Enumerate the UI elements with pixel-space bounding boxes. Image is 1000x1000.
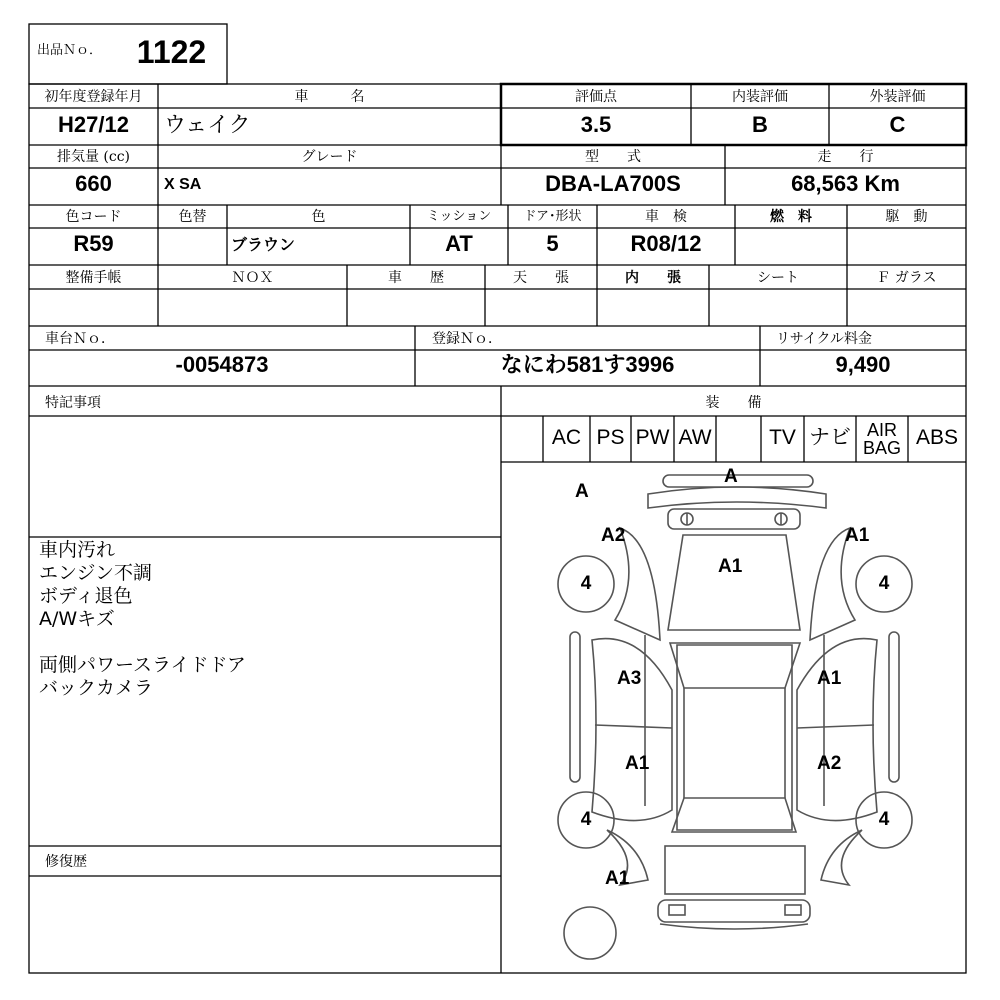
hood-outline <box>668 535 800 630</box>
roof-label: 天 張 <box>513 270 569 286</box>
color-label: 色 <box>311 209 326 225</box>
inspection-label: 車 検 <box>645 209 687 225</box>
tire-front-left-value: 4 <box>580 573 592 594</box>
mark-hood: A1 <box>718 556 743 577</box>
registration-number-value: なにわ581す3996 <box>500 352 675 377</box>
fuel-label: 燃 料 <box>770 209 812 225</box>
equipment-pw: PW <box>635 426 670 449</box>
mark-left-rear-door: A1 <box>625 753 650 774</box>
lot-number-label: 出品Ｎｏ． <box>37 43 103 58</box>
exterior-grade-label: 外装評価 <box>869 89 926 105</box>
interior-grade-label: 内装評価 <box>732 89 788 105</box>
displacement-label: 排気量 (cc) <box>56 149 131 165</box>
equipment-abs: ABS <box>915 426 959 449</box>
mark-right-rear-door: A2 <box>817 753 842 774</box>
mark-left-front-door: A3 <box>617 668 642 689</box>
model-label: 型 式 <box>585 149 641 165</box>
nox-label: ＮＯＸ <box>231 270 274 286</box>
equipment-navi: ナビ <box>809 426 851 449</box>
tire-rear-right-value: 4 <box>878 809 890 830</box>
door-shape-value: 5 <box>546 231 559 256</box>
tire-front-right-value: 4 <box>878 573 890 594</box>
drive-label: 駆 動 <box>885 209 928 225</box>
mark-front-left-corner: A <box>575 481 589 502</box>
mark-rear-left: A1 <box>605 868 630 889</box>
mileage-label: 走 行 <box>817 149 874 165</box>
inspection-value: R08/12 <box>630 231 702 256</box>
equipment-label: 装 備 <box>705 395 762 411</box>
note-line: ボディ退色 <box>39 585 133 607</box>
mark-left-front-fender: A2 <box>601 525 626 546</box>
mark-right-front-fender: A1 <box>845 525 870 546</box>
chassis-number-value: -0054873 <box>175 352 269 377</box>
seat-label: シート <box>757 270 799 286</box>
score-label: 評価点 <box>575 89 617 105</box>
score-value: 3.5 <box>580 112 612 137</box>
service-book-label: 整備手帳 <box>65 270 122 286</box>
car-name-label: 車 名 <box>294 89 365 105</box>
color-code-value: R59 <box>73 231 114 256</box>
equipment-item <box>716 420 761 458</box>
equipment-ps: PS <box>596 426 625 449</box>
note-line: エンジン不調 <box>39 562 153 584</box>
spare-tire <box>564 907 616 959</box>
tire-rear-left-value: 4 <box>580 809 592 830</box>
car-name-value: ウェイク <box>164 112 251 137</box>
equipment-airbag <box>856 420 908 459</box>
note-line: バックカメラ <box>39 677 154 699</box>
vehicle-history-label: 車 歴 <box>388 270 444 286</box>
grade-value: X SA <box>164 176 202 193</box>
front-glass-label: Ｆ ガラス <box>876 270 937 286</box>
recycle-fee-value: 9,490 <box>835 352 891 377</box>
transmission-label: ミッション <box>426 209 492 224</box>
color-code-label: 色コード <box>65 209 122 225</box>
mark-right-front-door: A1 <box>817 668 842 689</box>
note-line: A/Wキズ <box>39 608 115 630</box>
door-shape-label: ドア･形状 <box>523 209 582 224</box>
repair-history-label: 修復歴 <box>45 854 87 870</box>
equipment-item <box>501 420 543 458</box>
model-value: DBA-LA700S <box>545 171 681 196</box>
note-line: 車内汚れ <box>39 539 116 561</box>
tailgate-outline <box>665 846 805 894</box>
grade-label: グレード <box>301 149 358 165</box>
transmission-value: AT <box>445 231 473 256</box>
chassis-number-label: 車台Ｎｏ． <box>45 331 115 347</box>
lot-number: 1122 <box>136 34 207 70</box>
recycle-fee-label: リサイクル料金 <box>776 331 873 347</box>
interior-roof-label: 内 張 <box>625 270 681 286</box>
note-line: 両側パワースライドドア <box>39 654 246 676</box>
displacement-value: 660 <box>75 171 112 196</box>
front-grille-outline <box>663 475 813 487</box>
notes-label: 特記事項 <box>45 395 101 411</box>
color-value: ブラウン <box>231 237 296 254</box>
equipment-tv: TV <box>769 426 796 449</box>
registration-number-label: 登録Ｎｏ． <box>432 331 502 347</box>
first-registration-value: H27/12 <box>58 112 129 137</box>
airbag-line-2: BAG <box>862 438 901 458</box>
airbag-line-1: AIR <box>866 420 897 440</box>
first-registration-label: 初年度登録年月 <box>44 89 143 105</box>
equipment-aw: AW <box>678 426 712 449</box>
roof-outline <box>677 645 792 830</box>
mark-front-bumper: A <box>724 466 738 487</box>
interior-grade-value: B <box>752 112 768 137</box>
mileage-value: 68,563 Km <box>791 171 900 196</box>
rear-bumper-outline <box>658 900 810 922</box>
exterior-grade-value: C <box>889 112 906 137</box>
equipment-ac: AC <box>551 426 582 449</box>
color-change-label: 色替 <box>178 209 207 225</box>
